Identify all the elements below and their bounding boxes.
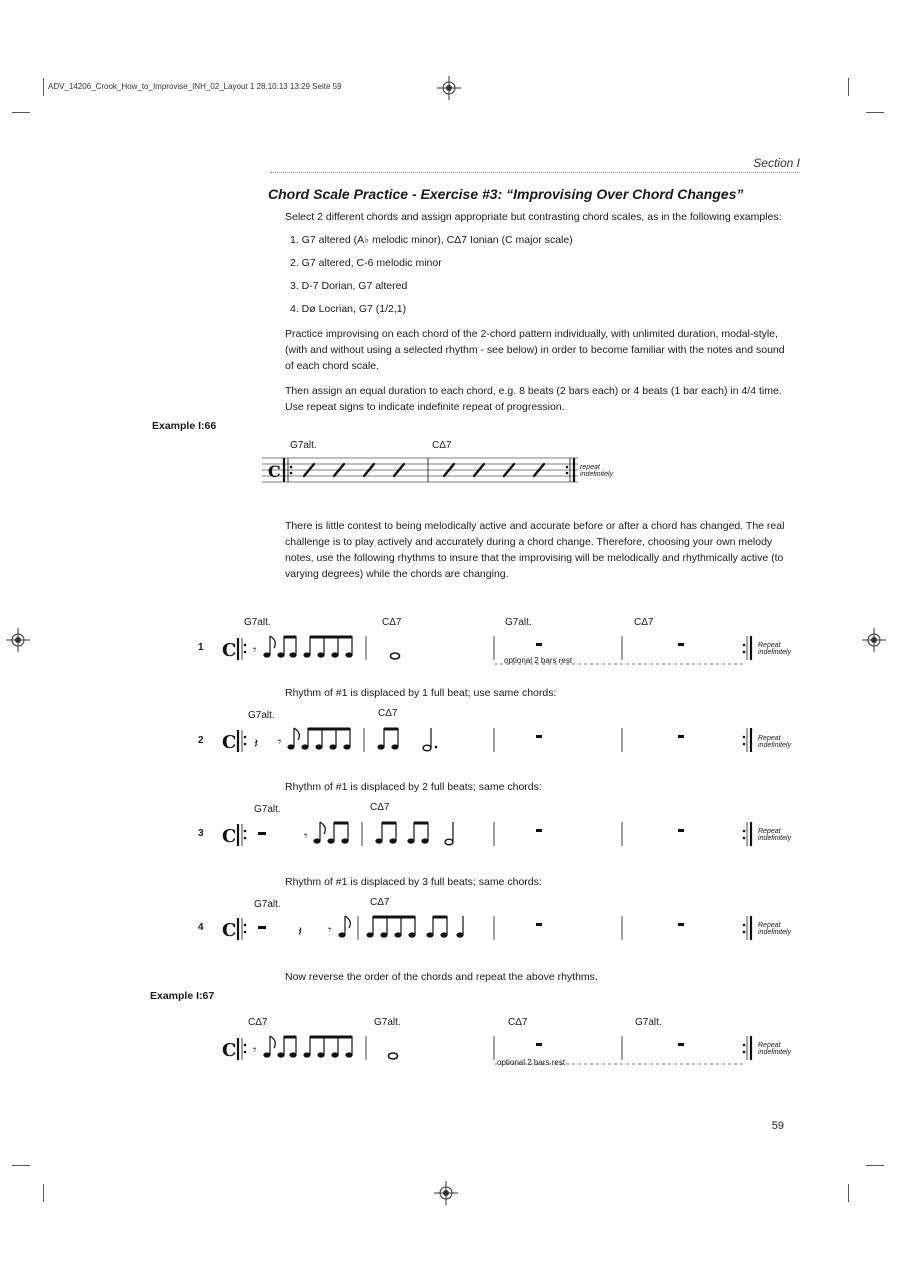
eighth-rest-icon: 𝄾 [278,735,282,750]
rhythm-line [220,630,760,664]
chord-symbol: G7alt. [290,440,317,451]
crop-mark [848,78,849,96]
crop-mark [866,112,884,113]
crop-mark [43,78,44,96]
exercise-title: Chord Scale Practice - Exercise #3: “Improvising Over Chord Changes” [268,186,744,202]
assign-paragraph: Then assign an equal duration to each chord, e.g. 8 beats (2 bars each) or 4 beats (1 bar each) in 4/4 time. Use repeat signs to indicate indefinite repeat of progression. [285,385,782,413]
section-label: Section I [753,156,800,170]
half-rest-icon [258,926,266,929]
optional-rest-note: optional 2 bars rest [497,1058,566,1067]
chord-symbol: CΔ7 [370,802,390,813]
whole-note [391,653,400,659]
repeat-note: Repeat indefinitely [758,828,792,842]
crop-mark [43,1184,44,1202]
chord-symbol: CΔ7 [378,708,398,719]
reverse-note: Now reverse the order of the chords and repeat the above rhythms. [285,971,598,983]
common-time-icon: C [268,462,281,481]
rhythm-line [220,816,760,850]
row-number: 2 [198,735,204,746]
row-caption: Rhythm of #1 is displaced by 3 full beats; same chords: [285,876,542,888]
contest-paragraph: There is little contest to being melodically active and accurate before or after a chord has changed. The real challenge is to play actively and accurately during a chord change. Therefore, choosing your own melody notes, use the following rhythms to insure that the improvising will be melodically and rhythmically active (to varying degrees) while the chords are changing. [285,520,785,580]
quarter-rest-icon: 𝄽 [298,924,303,940]
registration-mark-icon [862,628,886,652]
chord-symbol: CΔ7 [634,617,654,628]
half-note [445,839,453,845]
chord-symbol: CΔ7 [508,1017,528,1028]
practice-paragraph: Practice improvising on each chord of the 2-chord pattern individually, with unlimited duration, modal-style, (with and without using a selected rhythm - see below) in order to become familiar with the notes and sound of each chord scale. [285,328,785,372]
registration-mark-icon [6,628,30,652]
page-number: 59 [771,1120,784,1132]
repeat-note: Repeat indefinitely [758,642,792,656]
common-time-icon: C [222,920,237,941]
eighth-rest-icon: 𝄾 [304,829,308,844]
chord-symbol: CΔ7 [382,617,402,628]
chord-symbol: CΔ7 [432,440,452,451]
crop-mark [866,1165,884,1166]
print-slug: ADV_14206_Crook_How_to_Improvise_INH_02_Layout 1 28.10.13 13:29 Seite 59 [48,82,342,91]
slash-staff [262,455,582,489]
optional-rest-note: optional 2 bars rest [504,656,573,665]
common-time-icon: C [222,640,237,661]
registration-mark-icon [437,76,461,100]
section-rule [270,172,800,173]
crop-mark [848,1184,849,1202]
chord-symbol: G7alt. [254,804,281,815]
row-number: 1 [198,642,204,653]
dotted-half-note [423,745,431,751]
quarter-rest-icon: 𝄽 [254,736,259,752]
repeat-note: Repeat indefinitely [758,922,792,936]
eighth-rest-icon: 𝄾 [253,643,257,658]
crop-mark [12,1165,30,1166]
rhythm-line [220,910,760,944]
eighth-rest-icon: 𝄾 [328,923,332,938]
crop-mark [12,112,30,113]
chord-symbol: G7alt. [374,1017,401,1028]
row-number: 3 [198,828,204,839]
row-number: 4 [198,922,204,933]
intro-text: Select 2 different chords and assign appropriate but contrasting chord scales, as in the following examples: [285,211,782,223]
row-caption: Rhythm of #1 is displaced by 1 full beat; use same chords: [285,687,557,699]
registration-mark-icon [434,1181,458,1205]
whole-note [389,1053,398,1059]
repeat-note: Repeat indefinitely [758,1042,792,1056]
list-item: 1. G7 altered (A♭ melodic minor), CΔ7 Ionian (C major scale) [290,234,573,246]
list-item: 4. Dø Locrian, G7 (1/2,1) [290,303,407,315]
chord-symbol: CΔ7 [248,1017,268,1028]
repeat-note: Repeat indefinitely [758,735,792,749]
example-label: Example I:67 [150,990,215,1002]
chord-symbol: G7alt. [254,899,281,910]
eighth-rest-icon: 𝄾 [253,1043,257,1058]
list-item: 2. G7 altered, C-6 melodic minor [290,257,442,269]
chord-symbol: G7alt. [248,710,275,721]
chord-symbol: G7alt. [505,617,532,628]
half-rest-icon [258,832,266,835]
list-item: 3. D-7 Dorian, G7 altered [290,280,408,292]
common-time-icon: C [222,732,237,753]
chord-symbol: CΔ7 [370,897,390,908]
row-caption: Rhythm of #1 is displaced by 2 full beats; same chords: [285,781,542,793]
repeat-note: repeat indefinitely [580,464,614,478]
common-time-icon: C [222,826,237,847]
common-time-icon: C [222,1040,237,1061]
chord-symbol: G7alt. [635,1017,662,1028]
rhythm-line [220,1030,760,1066]
rhythm-line [220,722,760,756]
example-label: Example I:66 [152,420,217,432]
chord-symbol: G7alt. [244,617,271,628]
